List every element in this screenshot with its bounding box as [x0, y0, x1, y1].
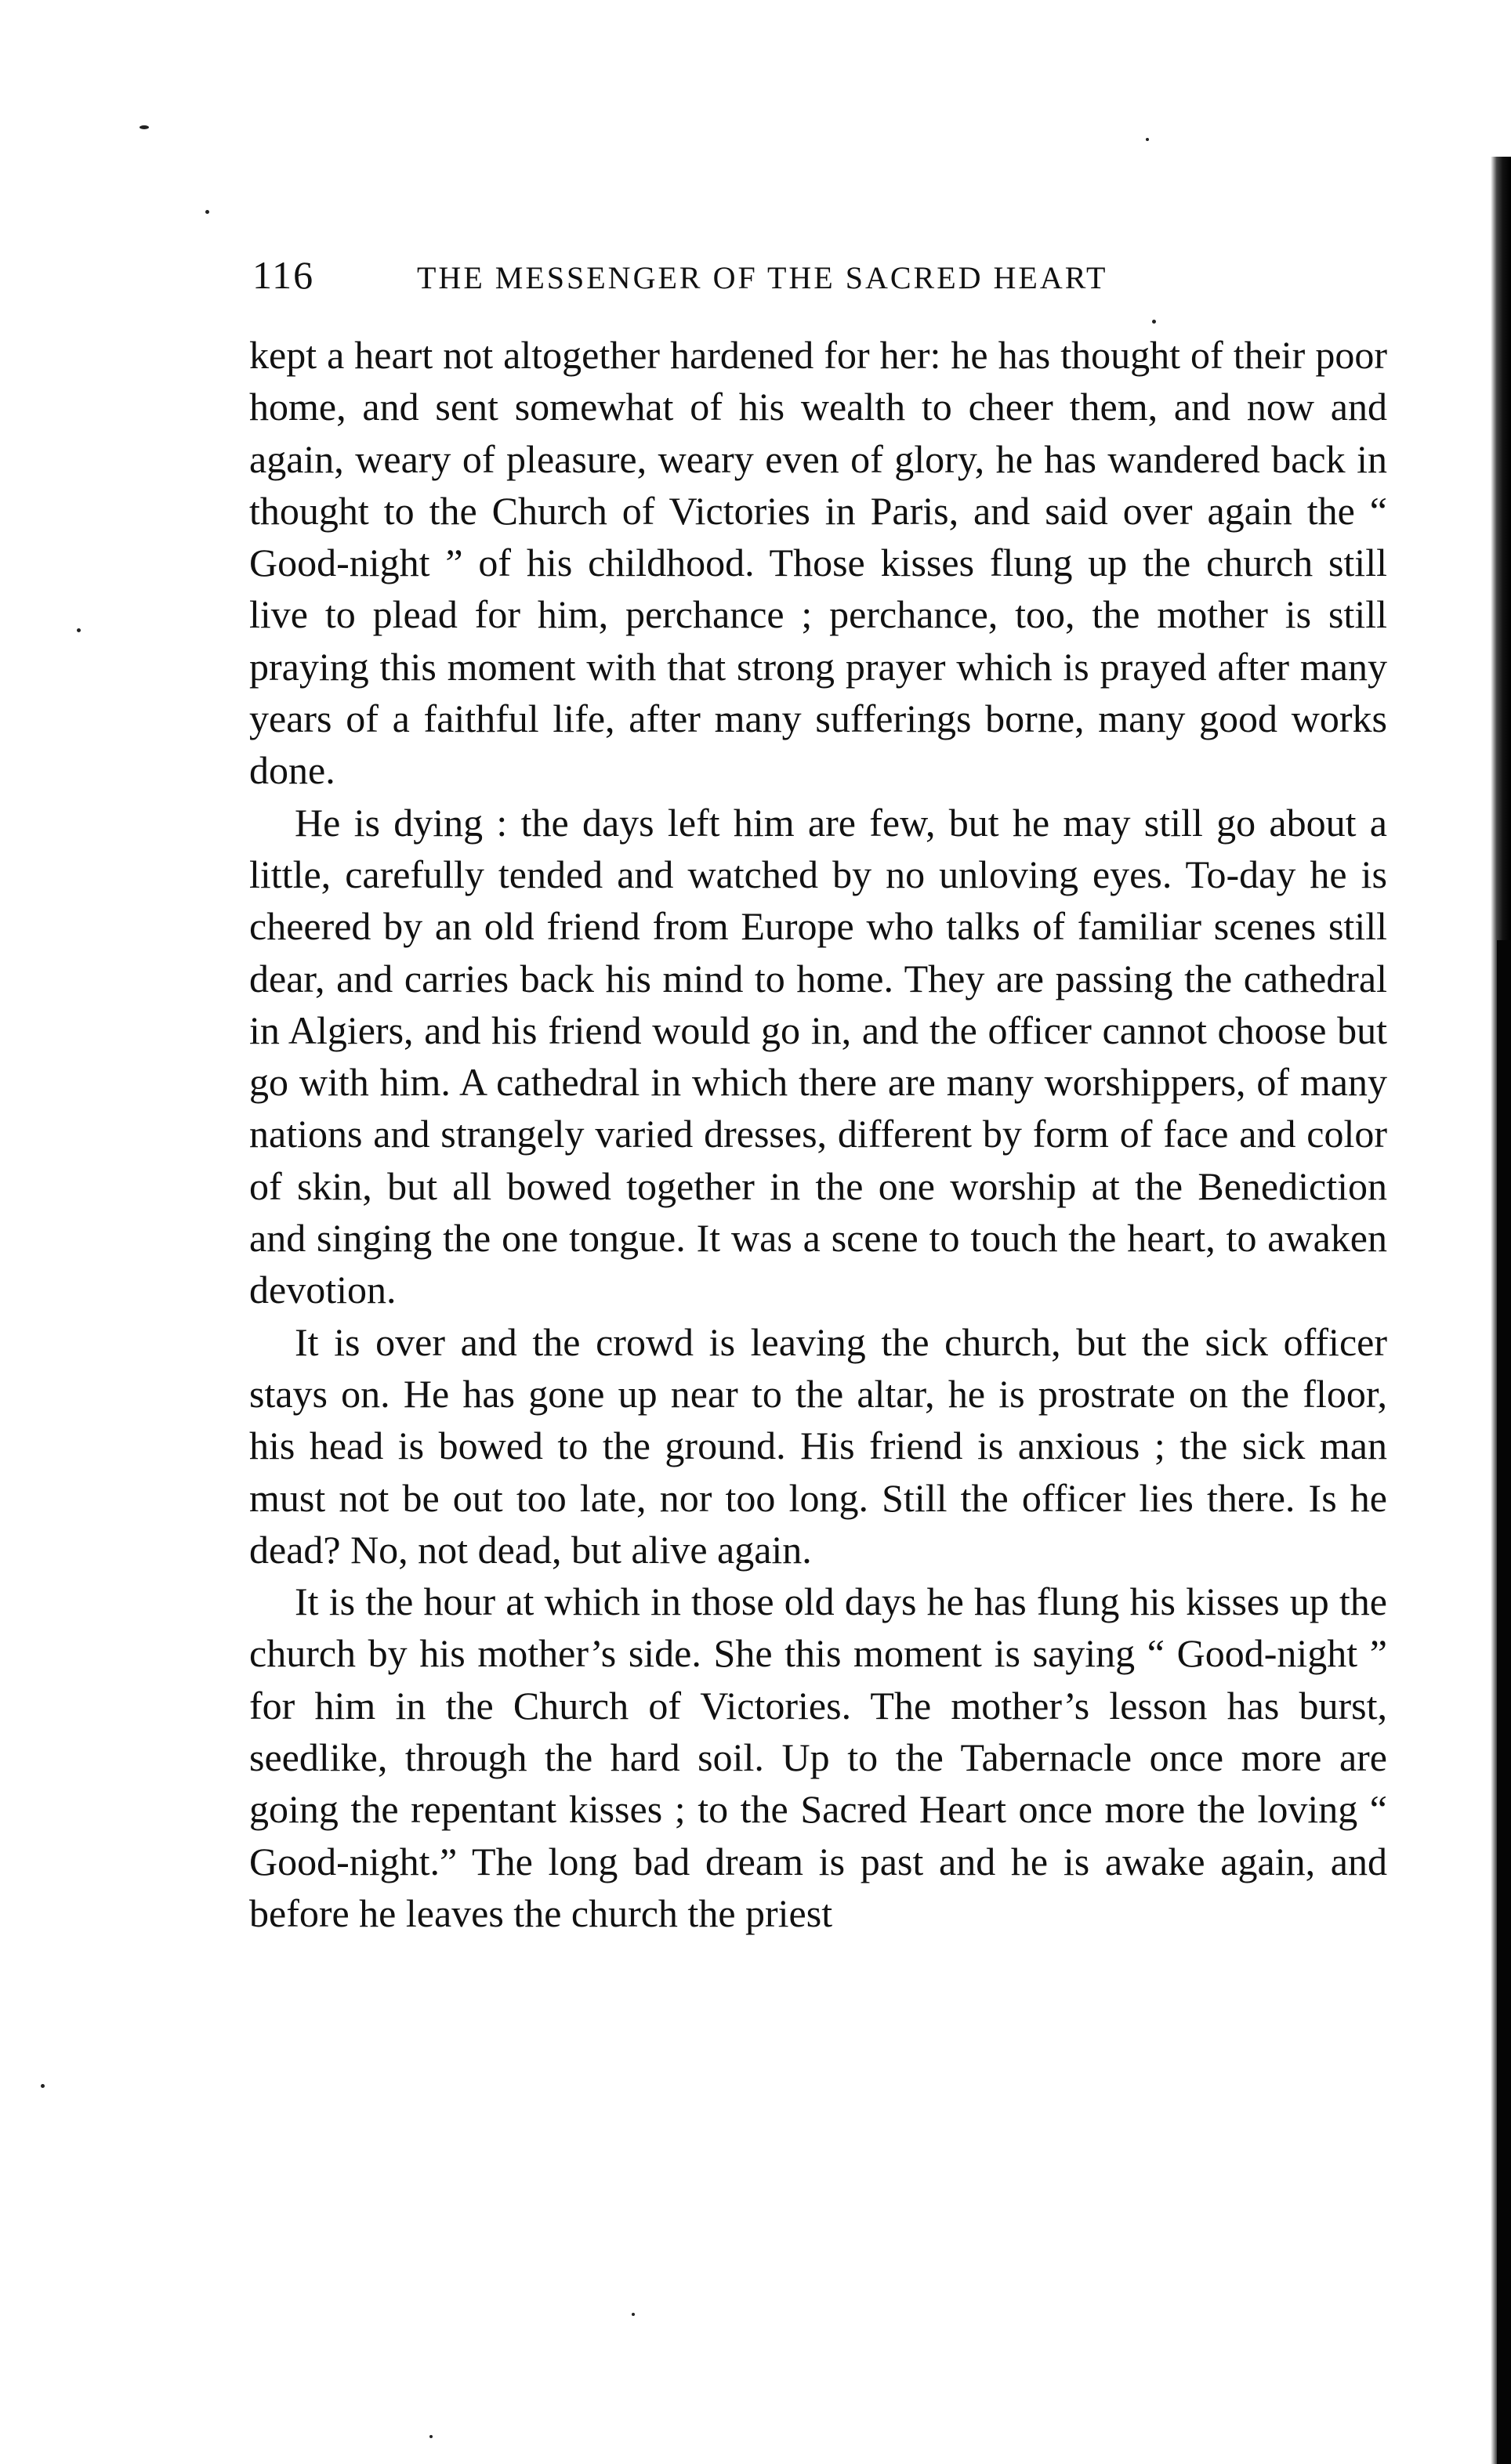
page-number: 116: [252, 253, 315, 297]
scan-speck: [632, 2313, 635, 2316]
scan-speck: [429, 2435, 433, 2438]
paragraph-3: It is over and the crowd is leaving the church, but the sick officer stays on. He has gone up near to the altar, he is prostrate on the floor, his head is bowed to the ground. His friend is anxious ; the sick man must not be out too late, nor too long. Still the officer lies there. Is he dead? No, not dead, but alive again.: [249, 1319, 1387, 1572]
paragraph-4: It is the hour at which in those old days he has flung his kisses up the church by his mother’s side. She this moment is saying “ Good-night ” for him in the Church of Victories. The mother’s lesson has burst, seedlike, through the hard soil. Up to the Tabernacle once more are going the repentant kisses ; to the Sacred Heart once more the loving “ Good-night.” The long bad dream is past and he is awake again, and before he leaves the church the priest: [249, 1579, 1387, 1935]
scan-speck: [205, 210, 209, 214]
scan-speck: [41, 2084, 45, 2088]
body-text: [249, 329, 1387, 1939]
scan-speck: [1152, 320, 1156, 324]
page-edge-binding: [1497, 940, 1511, 2464]
paragraph-2: He is dying : the days left him are few, but he may still go about a little, carefully tended and watched by no unloving eyes. To-day he is cheered by an old friend from Europe who talks of familiar scenes still dear, and carries back his mind to home. They are passing the cathedral in Algiers, and his friend would go in, and the officer cannot choose but go with him. A cathedral in which there are many worshippers, of many nations and strangely varied dresses, different by form of face and color of skin, but all bowed together in the one worship at the Benediction and singing the one tongue. It was a scene to touch the heart, to awaken devotion.: [249, 800, 1387, 1312]
scan-speck: [140, 125, 149, 129]
page-header: [252, 252, 1381, 299]
scan-speck: [1146, 138, 1149, 141]
scan-speck: [77, 628, 81, 632]
paragraph-1: kept a heart not altogether hardened for her: he has thought of their poor home, and sent somewhat of his wealth to cheer them, and now and again, weary of pleasure, weary even of glory, he has wandered back in thought to the Church of Victories in Paris, and said over again the “ Good-night ” of his childhood. Those kisses flung up the church still live to plead for him, perchance ; perchance, too, the mother is still praying this moment with that strong prayer which is prayed after many years of a faithful life, after many sufferings borne, many good works done.: [249, 333, 1387, 793]
running-head: THE MESSENGER OF THE SACRED HEART: [417, 260, 1108, 295]
